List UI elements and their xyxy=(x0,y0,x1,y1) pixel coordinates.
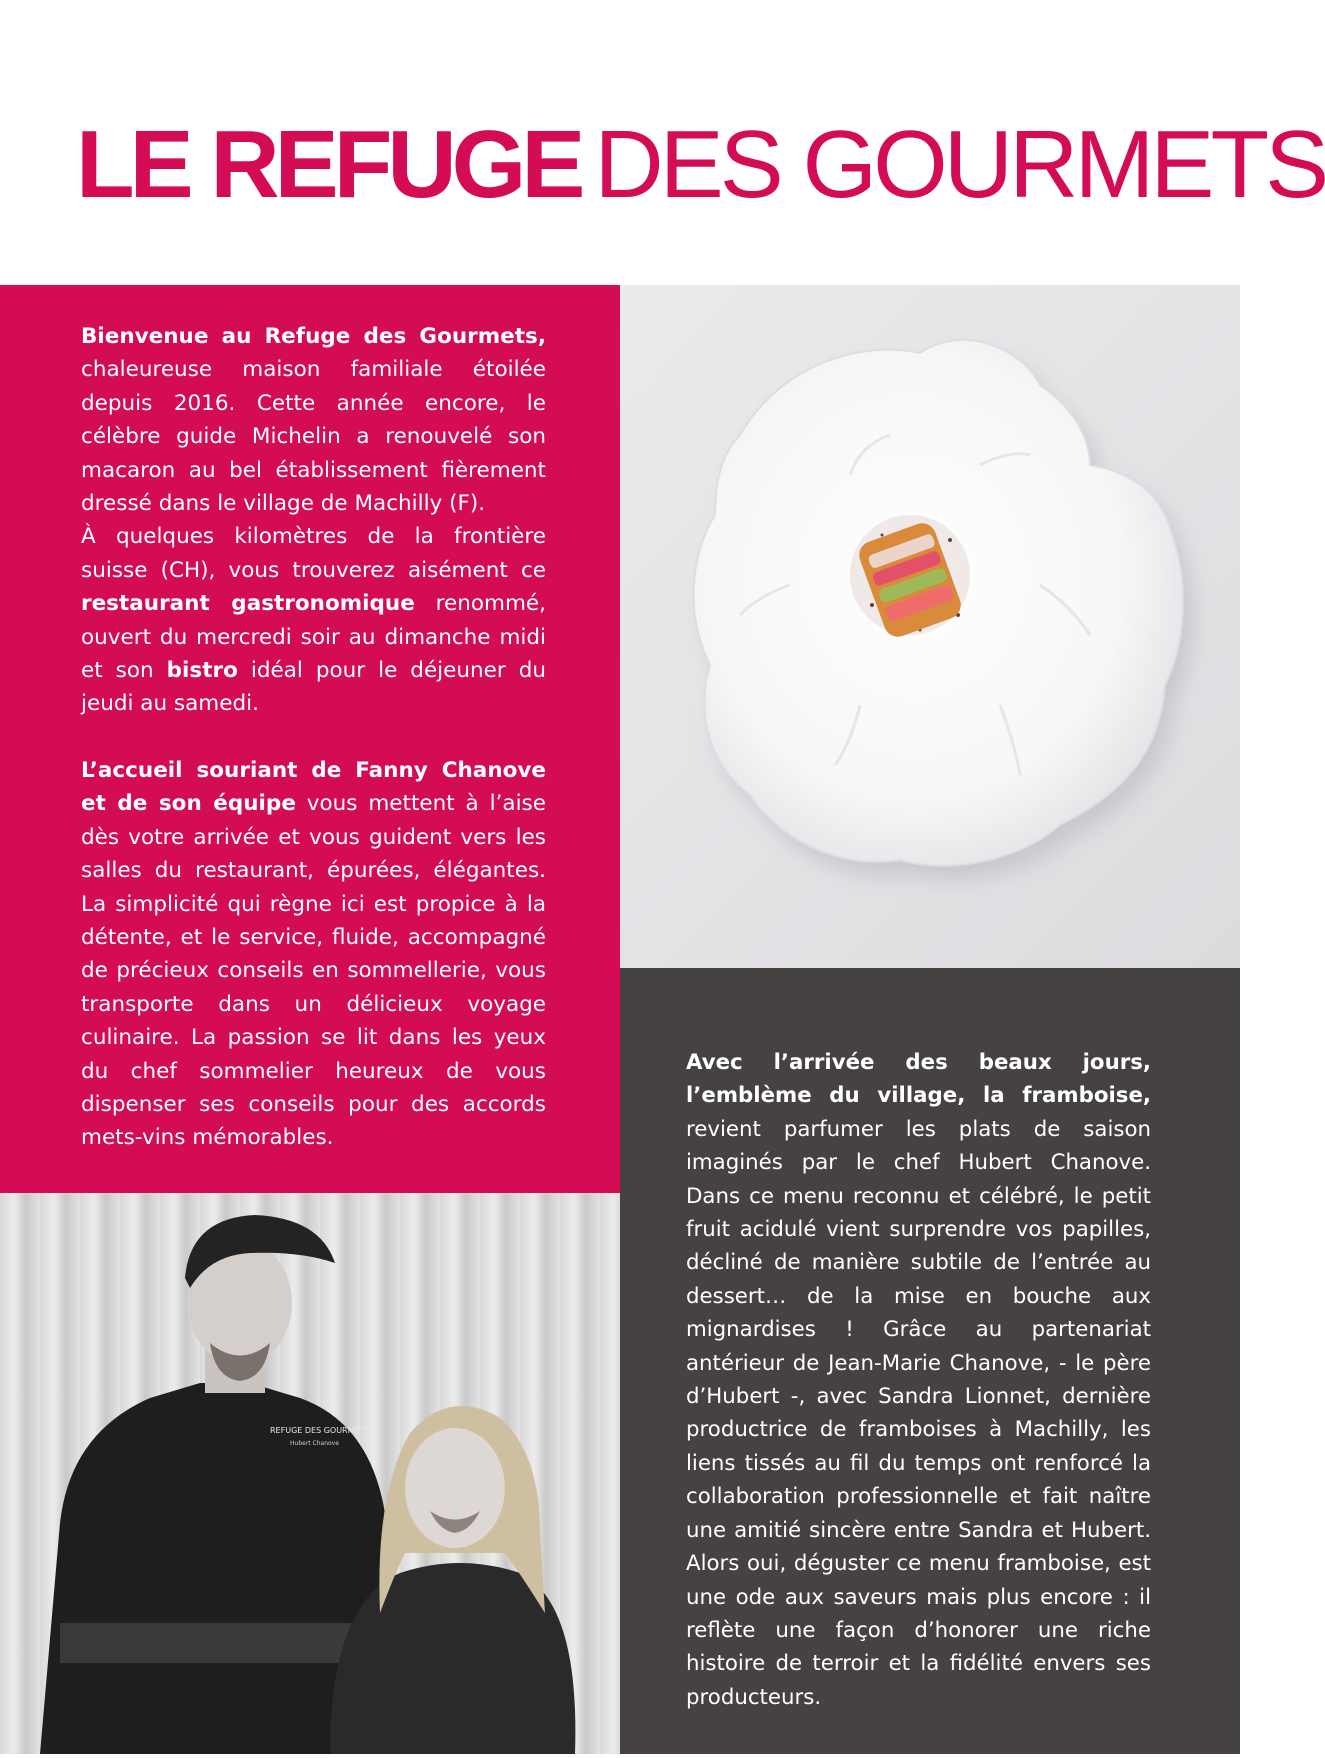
welcome-team-emphasis: L’accueil souriant de Fanny Chanove et de son équipe xyxy=(81,757,546,817)
welcome-heading: Bienvenue au Refuge des Gourmets, xyxy=(81,324,546,349)
intro-text xyxy=(81,320,546,1155)
service-text: vous mettent à l’aise dès votre arrivée et vous guident vers les salles du restaurant, épurées, élégantes. La simplicité qui règne ici est propice à la détente, et le service, fluide, accompagné de précieux conseils en sommellerie, vous transporte dans un délicieux voyage culinaire. La passion se lit dans les yeux du chef sommelier heureux de vous dispenser ses conseils pour des accords mets-vins mémorables. xyxy=(81,791,546,1151)
raspberry-heading: Avec l’arrivée des beaux jours, l’emblème du village, la framboise, xyxy=(686,1050,1151,1109)
title-light-part: DES GOURMETS xyxy=(594,111,1325,218)
chef-jacket-logo: REFUGE DES GOURMETS xyxy=(270,1426,370,1435)
raspberry-text xyxy=(686,1046,1151,1714)
dish-illustration xyxy=(620,285,1240,968)
team-portrait-illustration xyxy=(0,1193,620,1754)
chef-jacket-name: Hubert Chanove xyxy=(290,1440,339,1447)
intro-paragraph-1 xyxy=(81,320,546,520)
dish-photo xyxy=(620,285,1240,968)
bistro-hours-text: idéal pour le déjeuner du jeudi au samedi. xyxy=(81,658,546,717)
page-title xyxy=(76,110,1325,220)
raspberry-paragraph xyxy=(686,1046,1151,1714)
team-portrait-photo xyxy=(0,1193,620,1754)
location-text: À quelques kilomètres de la frontière suisse (CH), vous trouverez aisément ce xyxy=(81,524,546,583)
bistro-emphasis: bistro xyxy=(166,658,238,684)
intro-paragraph-3 xyxy=(81,754,546,1155)
hours-text: renommé, ouvert du mercredi soir au dimanche midi et son xyxy=(81,591,546,684)
title-bold-part: LE REFUGE xyxy=(76,111,581,218)
raspberry-body: revient parfumer les plats de saison imaginés par le chef Hubert Chanove. Dans ce menu reconnu et célébré, le petit fruit acidulé vient surprendre vos papilles, décliné de manière subtile de l’entrée au dessert… de la mise en bouche aux mignardises ! Grâce au partenariat antérieur de Jean-Marie Chanove, - le père d’Hubert -, avec Sandra Lionnet, dernière productrice de framboises à Machilly, les liens tissés au fil du temps ont renforcé la collaboration professionnelle et fait naître une amitié sincère entre Sandra et Hubert. Alors oui, déguster ce menu framboise, est une ode aux saveurs mais plus encore : il reflète une façon d’honorer une riche histoire de terroir et la fidélité envers ses producteurs. xyxy=(686,1116,1151,1710)
intro-paragraph-2 xyxy=(81,520,546,720)
restaurant-emphasis: restaurant gastronomique xyxy=(81,591,415,617)
welcome-text: chaleureuse maison familiale étoilée depuis 2016. Cette année encore, le célèbre guide Michelin a renouvelé son macaron au bel établissement fièrement dressé dans le village de Machilly (F). xyxy=(81,357,546,517)
